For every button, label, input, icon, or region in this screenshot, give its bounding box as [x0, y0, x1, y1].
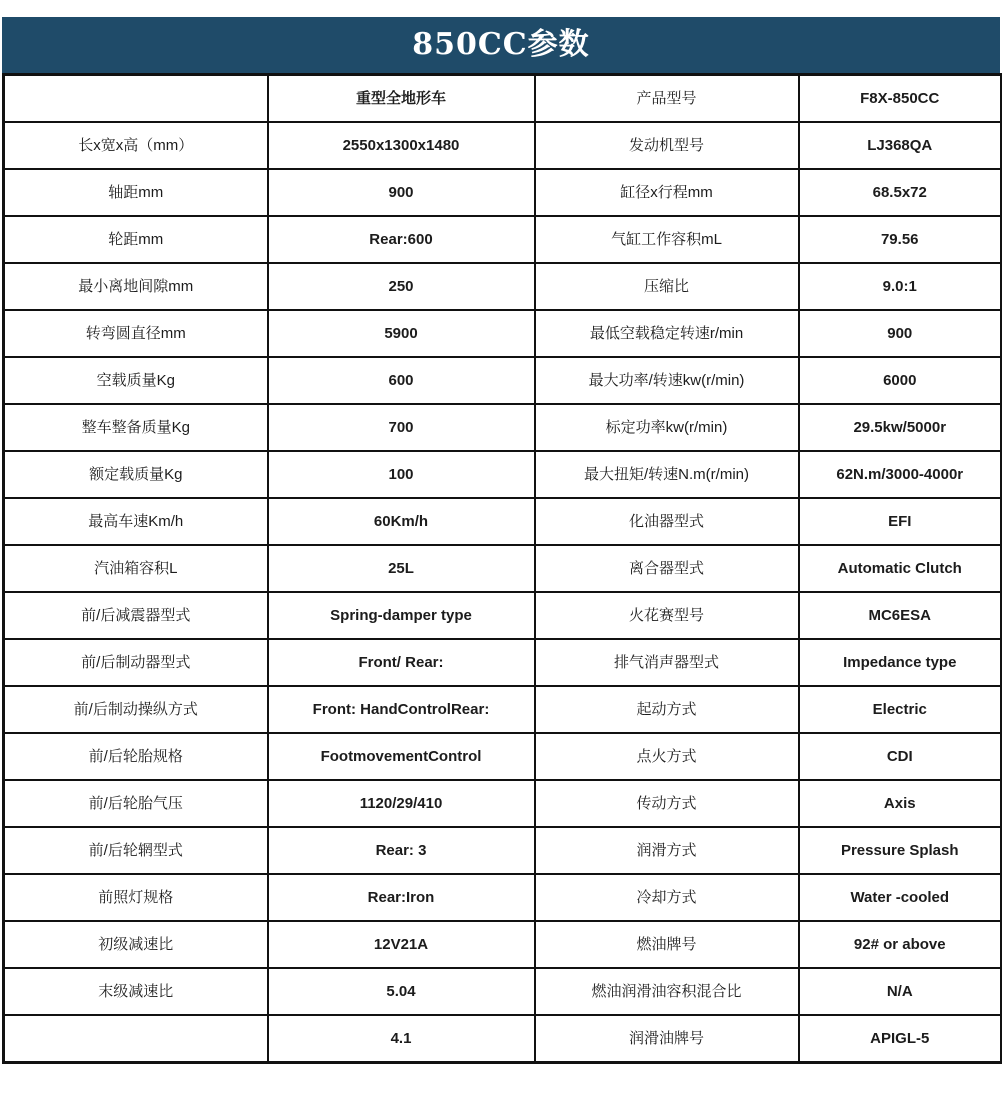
spec-value-cell: 100: [268, 451, 535, 498]
spec-label-cell: 起动方式: [535, 686, 799, 733]
spec-value-cell: LJ368QA: [799, 122, 1002, 169]
spec-label-cell: 燃油润滑油容积混合比: [535, 968, 799, 1015]
spec-label-cell: 轴距mm: [4, 169, 268, 216]
table-row: [4, 639, 1002, 686]
spec-value-cell: F8X-850CC: [799, 75, 1002, 123]
spec-value-cell: Rear:600: [268, 216, 535, 263]
spec-label-cell: 最大扭矩/转速N.m(r/min): [535, 451, 799, 498]
table-row: [4, 498, 1002, 545]
spec-value-cell: Axis: [799, 780, 1002, 827]
spec-value-cell: 25L: [268, 545, 535, 592]
page-title: 850CC参数: [412, 27, 590, 62]
table-row: [4, 404, 1002, 451]
spec-label-cell: 前/后减震器型式: [4, 592, 268, 639]
spec-label-cell: 润滑油牌号: [535, 1015, 799, 1063]
table-row: [4, 874, 1002, 921]
spec-label-cell: 前/后轮胎规格: [4, 733, 268, 780]
spec-value-cell: Rear: 3: [268, 827, 535, 874]
spec-value-cell: Automatic Clutch: [799, 545, 1002, 592]
spec-value-cell: Front/ Rear:: [268, 639, 535, 686]
table-row: [4, 592, 1002, 639]
spec-value-cell: 62N.m/3000-4000r: [799, 451, 1002, 498]
spec-label-cell: 最大功率/转速kw(r/min): [535, 357, 799, 404]
spec-value-cell: 4.1: [268, 1015, 535, 1063]
spec-value-cell: 600: [268, 357, 535, 404]
spec-label-cell: 轮距mm: [4, 216, 268, 263]
spec-value-cell: 1120/29/410: [268, 780, 535, 827]
spec-value-cell: Pressure Splash: [799, 827, 1002, 874]
table-row: [4, 968, 1002, 1015]
spec-value-cell: 700: [268, 404, 535, 451]
spec-label-cell: 初级减速比: [4, 921, 268, 968]
title-bar: [2, 17, 1000, 73]
table-row: [4, 75, 1002, 123]
spec-label-cell: 化油器型式: [535, 498, 799, 545]
spec-table: [2, 73, 1002, 1064]
table-row: [4, 310, 1002, 357]
spec-value-cell: 5900: [268, 310, 535, 357]
spec-value-cell: 重型全地形车: [268, 75, 535, 123]
spec-value-cell: 79.56: [799, 216, 1002, 263]
spec-label-cell: 末级减速比: [4, 968, 268, 1015]
spec-value-cell: 29.5kw/5000r: [799, 404, 1002, 451]
spec-value-cell: EFI: [799, 498, 1002, 545]
spec-table-body: [4, 75, 1002, 1063]
spec-value-cell: Electric: [799, 686, 1002, 733]
spec-label-cell: 冷却方式: [535, 874, 799, 921]
spec-value-cell: 60Km/h: [268, 498, 535, 545]
table-row: [4, 122, 1002, 169]
spec-value-cell: 9.0:1: [799, 263, 1002, 310]
spec-label-cell: 汽油箱容积L: [4, 545, 268, 592]
table-row: [4, 263, 1002, 310]
table-row: [4, 1015, 1002, 1063]
spec-label-cell: [4, 75, 268, 123]
spec-label-cell: 最小离地间隙mm: [4, 263, 268, 310]
spec-label-cell: 前照灯规格: [4, 874, 268, 921]
spec-value-cell: N/A: [799, 968, 1002, 1015]
spec-label-cell: 前/后制动操纵方式: [4, 686, 268, 733]
table-row: [4, 733, 1002, 780]
spec-label-cell: 前/后轮辋型式: [4, 827, 268, 874]
spec-value-cell: 12V21A: [268, 921, 535, 968]
spec-label-cell: 传动方式: [535, 780, 799, 827]
spec-label-cell: 压缩比: [535, 263, 799, 310]
table-row: [4, 357, 1002, 404]
spec-label-cell: 排气消声器型式: [535, 639, 799, 686]
spec-value-cell: 2550x1300x1480: [268, 122, 535, 169]
spec-label-cell: 离合器型式: [535, 545, 799, 592]
spec-value-cell: Impedance type: [799, 639, 1002, 686]
table-row: [4, 451, 1002, 498]
table-row: [4, 780, 1002, 827]
spec-label-cell: 最低空载稳定转速r/min: [535, 310, 799, 357]
spec-value-cell: 68.5x72: [799, 169, 1002, 216]
table-row: [4, 921, 1002, 968]
spec-label-cell: 长x宽x高（mm）: [4, 122, 268, 169]
table-row: [4, 216, 1002, 263]
spec-value-cell: Rear:Iron: [268, 874, 535, 921]
spec-label-cell: 前/后制动器型式: [4, 639, 268, 686]
spec-label-cell: 额定载质量Kg: [4, 451, 268, 498]
spec-label-cell: 缸径x行程mm: [535, 169, 799, 216]
spec-value-cell: Spring-damper type: [268, 592, 535, 639]
spec-label-cell: 转弯圆直径mm: [4, 310, 268, 357]
spec-value-cell: 250: [268, 263, 535, 310]
spec-label-cell: 燃油牌号: [535, 921, 799, 968]
spec-value-cell: Water -cooled: [799, 874, 1002, 921]
spec-value-cell: 92# or above: [799, 921, 1002, 968]
spec-value-cell: Front: HandControlRear:: [268, 686, 535, 733]
table-row: [4, 545, 1002, 592]
spec-label-cell: 产品型号: [535, 75, 799, 123]
spec-label-cell: 整车整备质量Kg: [4, 404, 268, 451]
spec-label-cell: 气缸工作容积mL: [535, 216, 799, 263]
spec-label-cell: 空载质量Kg: [4, 357, 268, 404]
spec-label-cell: 发动机型号: [535, 122, 799, 169]
spec-label-cell: 点火方式: [535, 733, 799, 780]
spec-value-cell: MC6ESA: [799, 592, 1002, 639]
spec-label-cell: 最高车速Km/h: [4, 498, 268, 545]
spec-value-cell: 5.04: [268, 968, 535, 1015]
spec-label-cell: 润滑方式: [535, 827, 799, 874]
spec-value-cell: 900: [268, 169, 535, 216]
spec-value-cell: FootmovementControl: [268, 733, 535, 780]
spec-value-cell: 900: [799, 310, 1002, 357]
spec-label-cell: 标定功率kw(r/min): [535, 404, 799, 451]
spec-value-cell: 6000: [799, 357, 1002, 404]
spec-label-cell: 火花赛型号: [535, 592, 799, 639]
table-row: [4, 169, 1002, 216]
spec-value-cell: APIGL-5: [799, 1015, 1002, 1063]
spec-label-cell: 前/后轮胎气压: [4, 780, 268, 827]
table-row: [4, 827, 1002, 874]
spec-value-cell: CDI: [799, 733, 1002, 780]
table-row: [4, 686, 1002, 733]
spec-label-cell: [4, 1015, 268, 1063]
